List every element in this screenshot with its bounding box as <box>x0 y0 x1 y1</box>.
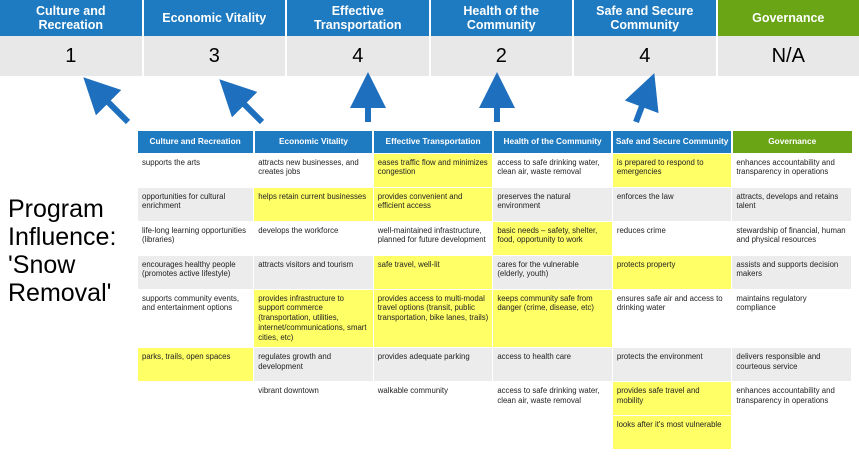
caption-line-2: Influence: <box>8 223 117 251</box>
matrix-cell: attracts, develops and retains talent <box>732 187 852 221</box>
summary-header-governance: Governance <box>718 0 859 36</box>
matrix-cell: provides convenient and efficient access <box>373 187 493 221</box>
matrix-cell: eases traffic flow and minimizes congestion <box>373 153 493 187</box>
matrix-cell: supports the arts <box>138 153 254 187</box>
summary-header-safe-and-secure-community: Safe and Secure Community <box>574 0 718 36</box>
matrix-cell: life-long learning opportunities (libraries) <box>138 221 254 255</box>
matrix-cell: enforces the law <box>612 187 732 221</box>
matrix-cell: vibrant downtown <box>254 382 374 416</box>
matrix-cell: looks after it's most vulnerable <box>612 416 732 450</box>
summary-value-governance: N/A <box>718 36 859 76</box>
matrix-header-row <box>138 131 852 153</box>
summary-value-economic-vitality: 3 <box>144 36 288 76</box>
matrix-cell: reduces crime <box>612 221 732 255</box>
matrix-row <box>138 416 852 450</box>
matrix-cell: walkable community <box>373 382 493 416</box>
matrix-cell: well-maintained infrastructure, planned for future development <box>373 221 493 255</box>
matrix-cell: provides access to multi-modal travel options (transit, public transportation, bike lanes, trails) <box>373 289 493 348</box>
matrix-header-economic-vitality: Economic Vitality <box>254 131 374 153</box>
matrix-cell: protects property <box>612 255 732 289</box>
summary-value-health-of-the-community: 2 <box>431 36 575 76</box>
arrow-culture-and-recreation <box>96 90 128 122</box>
matrix-cell: safe travel, well-lit <box>373 255 493 289</box>
matrix-cell: opportunities for cultural enrichment <box>138 187 254 221</box>
matrix-cell: provides adequate parking <box>373 348 493 382</box>
matrix-cell: stewardship of financial, human and physical resources <box>732 221 852 255</box>
matrix-header-effective-transportation: Effective Transportation <box>373 131 493 153</box>
summary-header-economic-vitality: Economic Vitality <box>144 0 288 36</box>
summary-value-culture-and-recreation: 1 <box>0 36 144 76</box>
matrix-cell: parks, trails, open spaces <box>138 348 254 382</box>
matrix-cell: ensures safe air and access to drinking water <box>612 289 732 348</box>
matrix-cell: maintains regulatory compliance <box>732 289 852 348</box>
summary-value-effective-transportation: 4 <box>287 36 431 76</box>
matrix-cell: enhances accountability and transparency in operations <box>732 382 852 416</box>
matrix-header-safe-and-secure-community: Safe and Secure Community <box>612 131 732 153</box>
matrix-row <box>138 382 852 416</box>
matrix-cell: access to safe drinking water, clean air, waste removal <box>493 153 613 187</box>
matrix-row <box>138 153 852 187</box>
matrix-cell: cares for the vulnerable (elderly, youth) <box>493 255 613 289</box>
summary-value-row <box>0 36 859 76</box>
matrix-cell: regulates growth and development <box>254 348 374 382</box>
matrix-cell: access to health care <box>493 348 613 382</box>
caption-line-1: Program <box>8 195 104 223</box>
program-influence-caption <box>8 195 138 307</box>
matrix-cell: supports community events, and entertainment options <box>138 289 254 348</box>
summary-header-culture-and-recreation: Culture and Recreation <box>0 0 144 36</box>
matrix-cell <box>373 416 493 450</box>
matrix-cell: access to safe drinking water, clean air, waste removal <box>493 382 613 416</box>
matrix-header-culture-and-recreation: Culture and Recreation <box>138 131 254 153</box>
matrix-cell <box>138 416 254 450</box>
matrix-cell: enhances accountability and transparency in operations <box>732 153 852 187</box>
arrow-economic-vitality <box>232 92 262 122</box>
matrix-cell: delivers responsible and courteous service <box>732 348 852 382</box>
matrix-cell: develops the workforce <box>254 221 374 255</box>
matrix-cell: helps retain current businesses <box>254 187 374 221</box>
matrix-cell <box>732 416 852 450</box>
matrix-cell: assists and supports decision makers <box>732 255 852 289</box>
matrix-cell: attracts visitors and tourism <box>254 255 374 289</box>
summary-strip <box>0 0 859 76</box>
matrix-cell: provides infrastructure to support commerce (transportation, utilities, internet/communications, smart cities, etc) <box>254 289 374 348</box>
matrix-cell: protects the environment <box>612 348 732 382</box>
matrix-body <box>138 153 852 450</box>
matrix-row <box>138 289 852 348</box>
matrix-row <box>138 255 852 289</box>
matrix-row <box>138 221 852 255</box>
matrix-cell <box>138 382 254 416</box>
summary-header-effective-transportation: Effective Transportation <box>287 0 431 36</box>
matrix-cell: keeps community safe from danger (crime, disease, etc) <box>493 289 613 348</box>
matrix-header-health-of-the-community: Health of the Community <box>493 131 613 153</box>
matrix-cell: basic needs – safety, shelter, food, opportunity to work <box>493 221 613 255</box>
caption-line-4: Removal' <box>8 279 112 307</box>
summary-value-safe-and-secure-community: 4 <box>574 36 718 76</box>
matrix-cell: provides safe travel and mobility <box>612 382 732 416</box>
matrix-header-governance: Governance <box>732 131 852 153</box>
caption-line-3: 'Snow <box>8 251 76 279</box>
arrow-layer <box>0 70 859 140</box>
matrix-cell: attracts new businesses, and creates jobs <box>254 153 374 187</box>
matrix-cell <box>493 416 613 450</box>
summary-header-health-of-the-community: Health of the Community <box>431 0 575 36</box>
matrix-row <box>138 187 852 221</box>
matrix-cell <box>254 416 374 450</box>
matrix-row <box>138 348 852 382</box>
influence-matrix <box>137 131 852 450</box>
matrix-cell: preserves the natural environment <box>493 187 613 221</box>
summary-header-row <box>0 0 859 36</box>
arrow-safe-and-secure-community <box>636 90 648 122</box>
matrix-cell: is prepared to respond to emergencies <box>612 153 732 187</box>
matrix-cell: encourages healthy people (promotes active lifestyle) <box>138 255 254 289</box>
